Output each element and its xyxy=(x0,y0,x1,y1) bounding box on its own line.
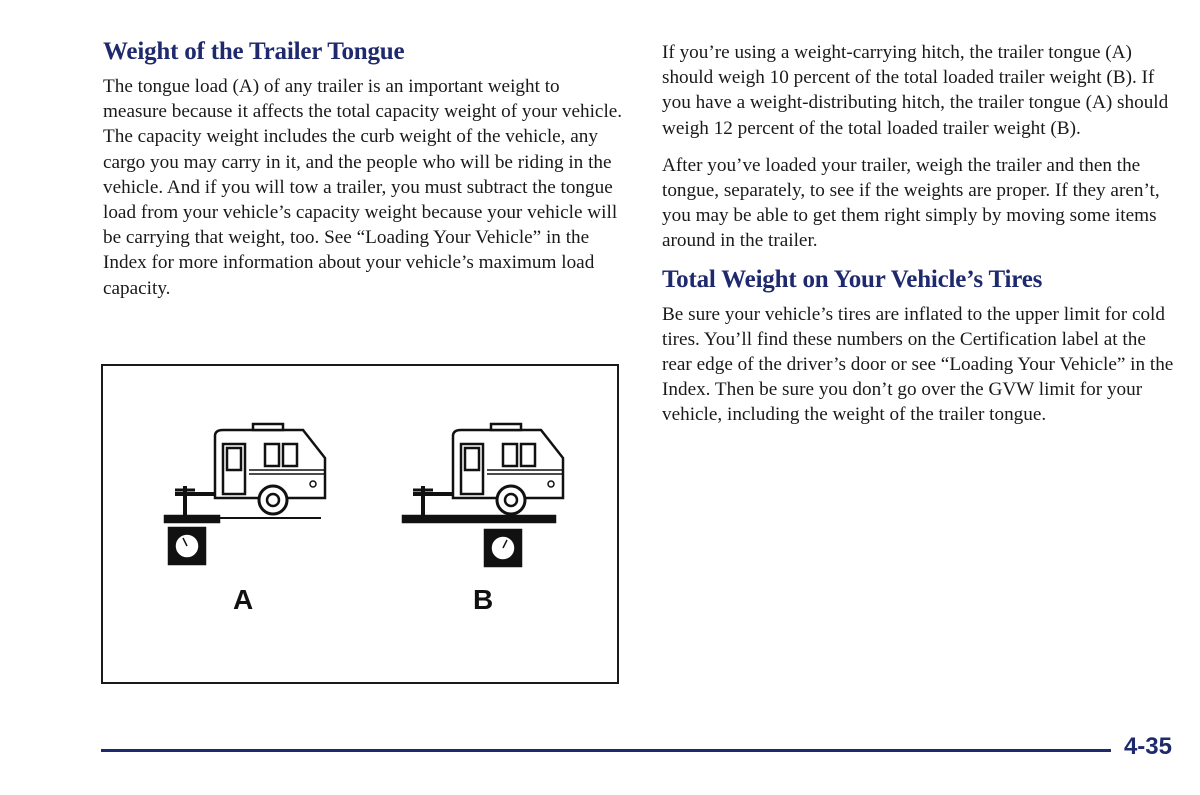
trailer-a-drawing xyxy=(165,424,325,564)
weigh-separately-paragraph: After you’ve loaded your trailer, weigh the trailer and then the tongue, separately, to see if the weights are proper. If they aren’t, you may be able to get them right simply by moving some items around in the trailer. xyxy=(662,154,1160,252)
page-number: 4-35 xyxy=(1123,733,1172,760)
footer-rule xyxy=(101,749,1111,752)
trailer-weighing-illustration xyxy=(101,364,619,684)
trailer-b-drawing xyxy=(403,424,563,566)
label-b: B xyxy=(473,584,494,615)
section-heading-total-weight: Total Weight on Your Vehicle’s Tires xyxy=(662,265,1043,293)
section-heading-trailer-tongue: Weight of the Trailer Tongue xyxy=(103,38,405,65)
tire-inflation-paragraph: Be sure your vehicle’s tires are inflated to the upper limit for cold tires. You’ll find these numbers on the Certification label at the rear edge of the driver’s door or see “Loading Your Vehicle” in the Index. Then be sure you don’t go over the GVW limit for your vehicle, including the weight of the trailer tongue. xyxy=(662,303,1174,426)
tongue-load-paragraph: The tongue load (A) of any trailer is an important weight to measure because it affects the total capacity weight of your vehicle. The capacity weight includes the curb weight of the vehicle, any cargo you may carry in it, and the people who will be riding in the vehicle. And if you will tow a trailer, you must subtract the tongue load from your vehicle’s capacity weight because your vehicle will be carrying that weight, too. See “Loading Your Vehicle” in the Index for more information about your vehicle’s maximum load capacity. xyxy=(103,76,623,299)
hitch-percent-paragraph: If you’re using a weight-carrying hitch, the trailer tongue (A) should weigh 10 percent of the total loaded trailer weight (B). If you have a weight-distributing hitch, the trailer tongue (A) should weigh 12 percent of the total loaded trailer weight (B). xyxy=(662,42,1169,139)
right-column xyxy=(662,40,1180,440)
trailer-diagram xyxy=(103,366,617,682)
label-a: A xyxy=(233,584,254,615)
left-column xyxy=(103,38,623,313)
